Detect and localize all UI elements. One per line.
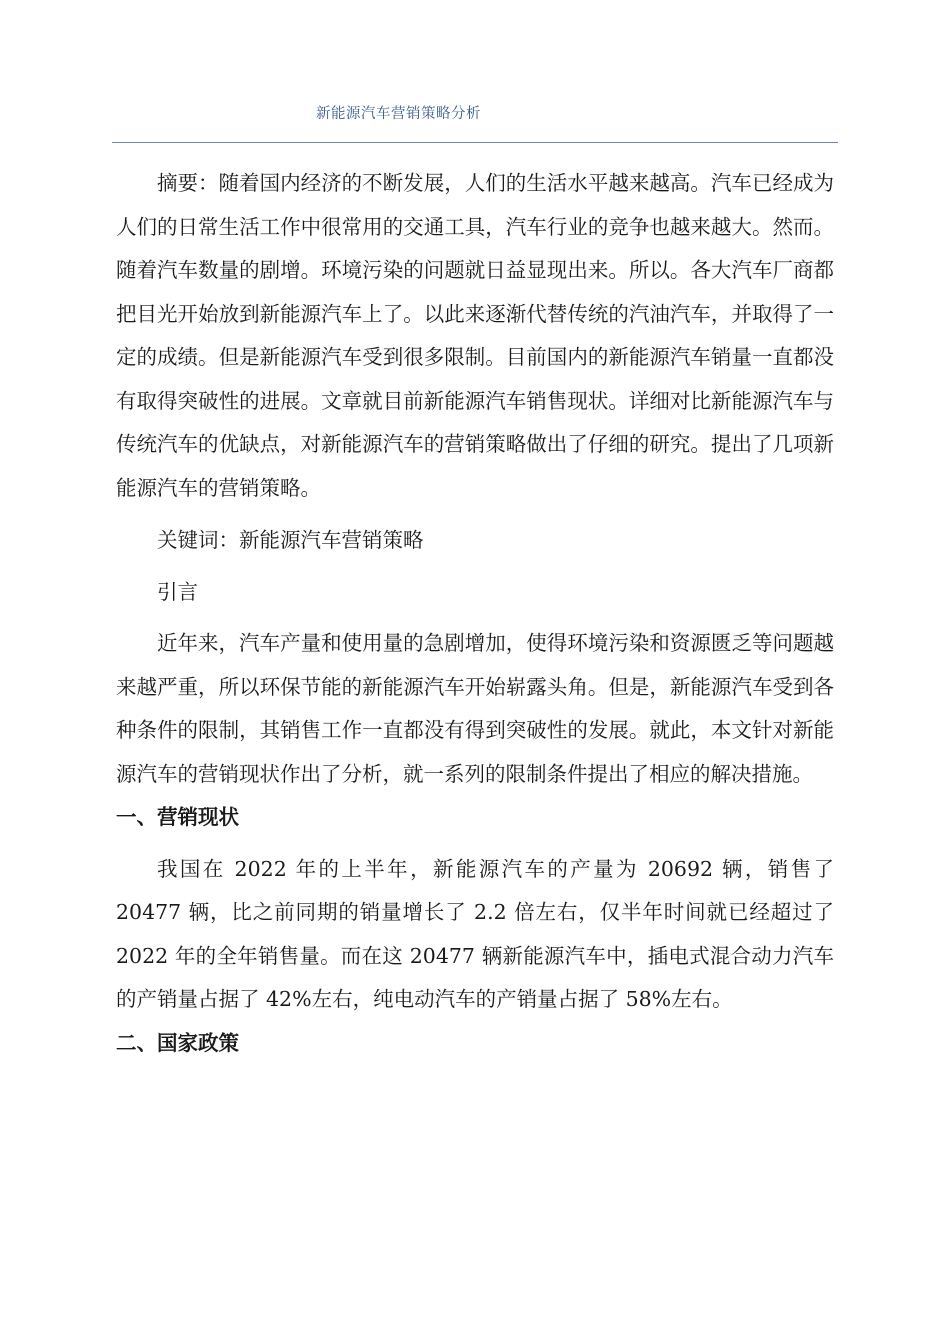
keywords-line: 关键词：新能源汽车营销策略 (157, 528, 424, 552)
document-body (116, 162, 834, 1065)
intro-heading: 引言 (157, 579, 198, 604)
abstract-paragraph: 摘要：随着国内经济的不断发展，人们的生活水平越来越高。汽车已经成为人们的日常生活工作中很常用的交通工具，汽车行业的竞争也越来越大。然而。随着汽车数量的剧增。环境污染的问题就日益显现出来。所以。各大汽车厂商都把目光开始放到新能源汽车上了。以此来逐渐代替传统的汽油汽车，并取得了一定的成绩。但是新能源汽车受到很多限制。目前国内的新能源汽车销量一直都没有取得突破性的进展。文章就目前新能源汽车销售现状。详细对比新能源汽车与传统汽车的优缺点，对新能源汽车的营销策略做出了仔细的研究。提出了几项新能源汽车的营销策略。 (116, 171, 834, 500)
section-heading-national-policy: 二、国家政策 (116, 1030, 239, 1055)
page-header (112, 96, 838, 143)
intro-paragraph: 近年来，汽车产量和使用量的急剧增加，使得环境污染和资源匮乏等问题越来越严重，所以环保节能的新能源汽车开始崭露头角。但是，新能源汽车受到各种条件的限制，其销售工作一直都没有得到突破性的发展。就此，本文针对新能源汽车的营销现状作出了分析，就一系列的限制条件提出了相应的解决措施。 (116, 631, 834, 786)
header-title: 新能源汽车营销策略分析 (316, 106, 481, 122)
section-heading-market-status: 一、营销现状 (116, 805, 239, 829)
market-status-paragraph: 我国在 2022 年的上半年，新能源汽车的产量为 20692 辆，销售了 20477 辆，比之前同期的销量增长了 2.2 倍左右，仅半年时间就已经超过了 2022 年的全年销售量。而在这 20477 辆新能源汽车中，插电式混合动力汽车的产销量占据了 42%左右，纯电动汽车的产销量占据了 58%左右。 (116, 856, 834, 1011)
